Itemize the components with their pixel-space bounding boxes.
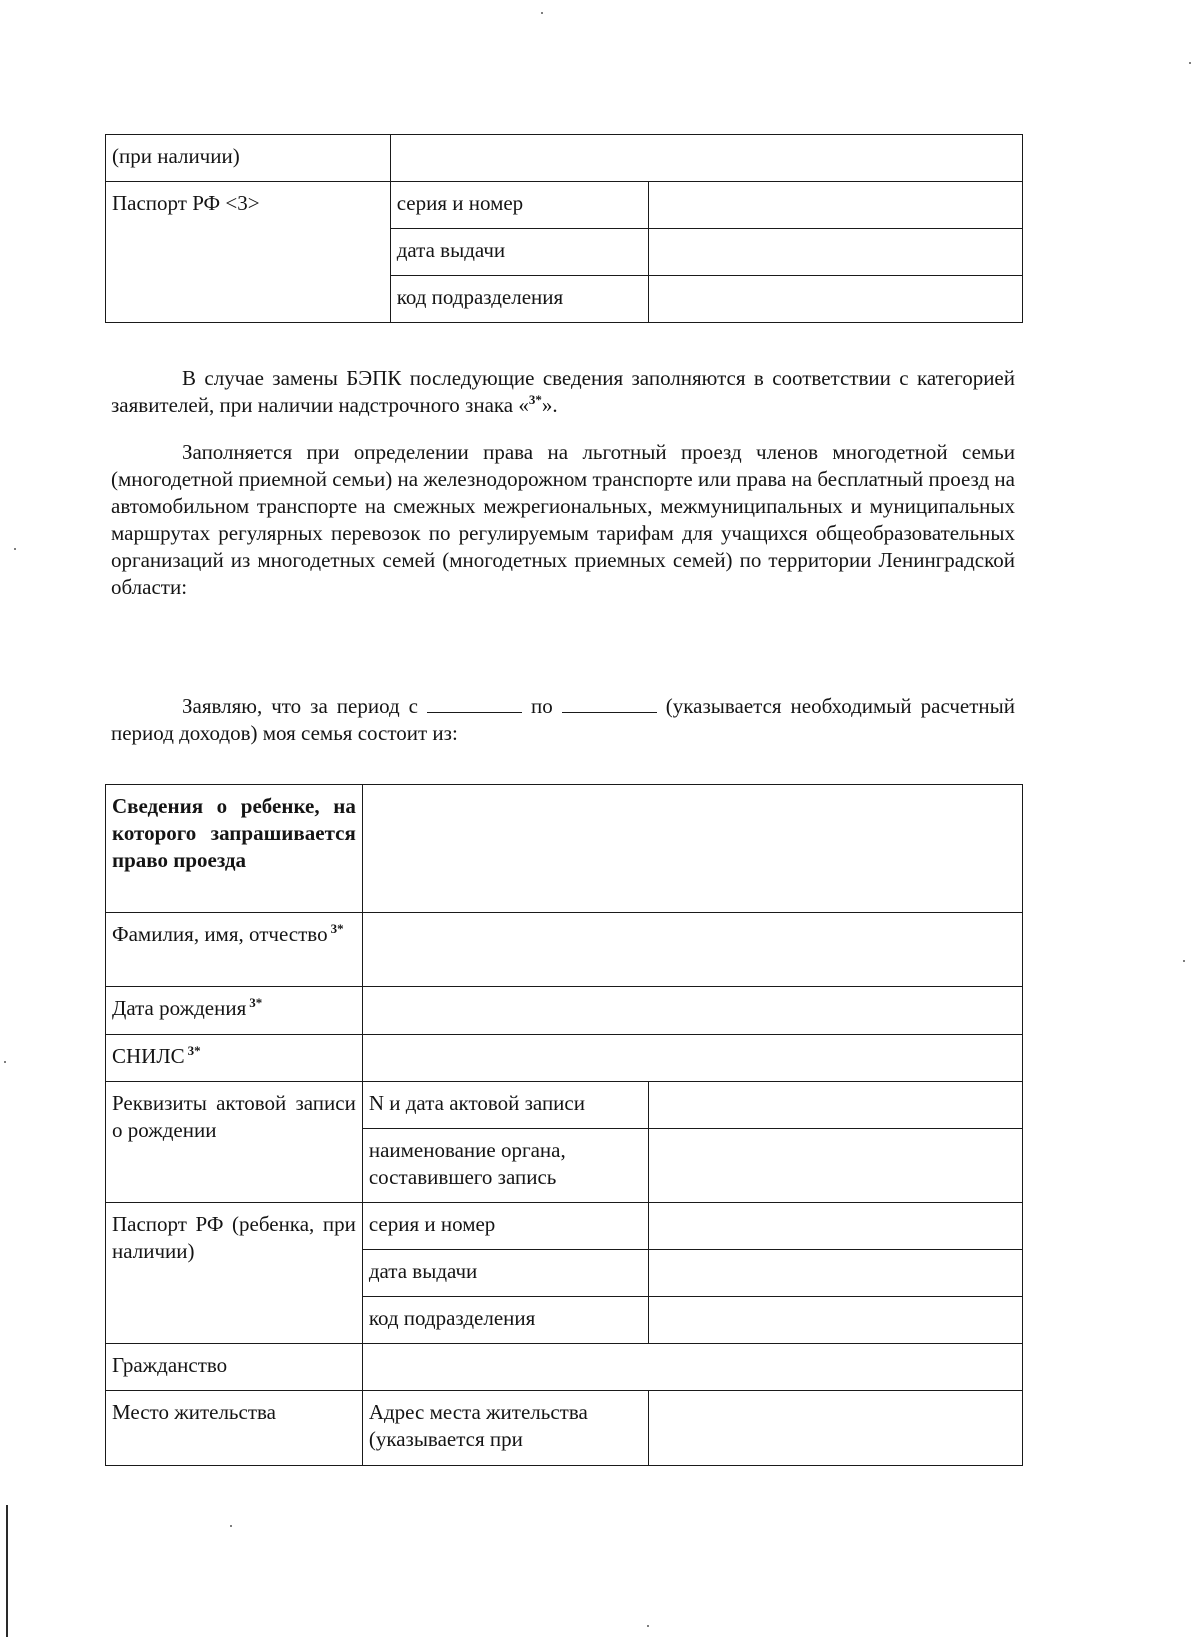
birth-record-label: Реквизиты актовой записи о рождении [106,1082,363,1203]
child-passport-date-value-cell[interactable] [648,1250,1022,1297]
table-row [106,1344,1023,1391]
passport-series-value-cell[interactable] [648,182,1022,229]
child-passport-date-label: дата выдачи [362,1250,648,1297]
record-authority-label: наименование органа, составившего запись [362,1129,648,1203]
table-row [106,987,1023,1035]
child-passport-label: Паспорт РФ (ребенка, при наличии) [106,1203,363,1344]
declaration-text-part3: (указывается необходимый расчетный период доходов) моя семья состоит из: [111,694,1016,745]
residence-label: Место жительства [106,1391,363,1466]
birth-date-label: Дата рождения [112,996,247,1020]
bepk-replacement-paragraph [111,365,1015,419]
superscript-mark: 3* [330,921,344,936]
child-info-header-value-cell[interactable] [362,785,1022,913]
scan-speck [541,12,543,14]
scan-speck [230,1525,232,1527]
scan-speck [647,1625,649,1627]
passport-series-label: серия и номер [390,182,648,229]
full-name-label: Фамилия, имя, отчество [112,922,328,946]
snils-value-cell[interactable] [362,1035,1022,1082]
passport-date-label: дата выдачи [390,229,648,276]
table-row [106,182,1023,229]
table-row [106,1082,1023,1129]
scan-speck [1189,62,1191,64]
table-row [106,913,1023,987]
residence-address-value-cell[interactable] [648,1391,1022,1466]
child-passport-series-value-cell[interactable] [648,1203,1022,1250]
declaration-text-part1: Заявляю, что за период с [182,694,418,718]
superscript-mark: 3* [187,1043,201,1058]
bepk-replacement-text: В случае замены БЭПК последующие сведения заполняются в соответствии с категорией заявителей, при наличии надстрочного знака « [111,366,1015,417]
passport-date-value-cell[interactable] [648,229,1022,276]
scan-edge-line [6,1505,8,1637]
passport-code-label: код подразделения [390,276,648,323]
snils-label-cell [106,1035,363,1082]
birth-date-value-cell[interactable] [362,987,1022,1035]
table-row [106,785,1023,913]
table-row [106,1035,1023,1082]
passport-code-value-cell[interactable] [648,276,1022,323]
full-name-value-cell[interactable] [362,913,1022,987]
citizenship-value-cell[interactable] [362,1344,1022,1391]
period-end-blank[interactable] [562,694,657,713]
superscript-mark: 3* [528,392,542,407]
applicant-passport-table [105,134,1023,323]
superscript-mark: 3* [249,995,263,1010]
birth-date-label-cell [106,987,363,1035]
table-row [106,1391,1023,1466]
record-number-value-cell[interactable] [648,1082,1022,1129]
presence-label: (при наличии) [106,135,391,182]
fill-condition-paragraph: Заполняется при определении права на льготный проезд членов многодетной семьи (многодетной приемной семьи) на железнодорожном транспорте или права на бесплатный проезд на автомобильном транспорте на смежных межрегиональных, межмуниципальных и муниципальных маршрутах регулярных перевозок по регулируемым тарифам для учащихся общеобразовательных организаций из многодетных семей (многодетных приемных семей) по территории Ленинградской области: [111,440,1015,599]
child-info-header: Сведения о ребенке, на которого запрашивается право проезда [106,785,363,913]
declaration-paragraph [111,693,1015,747]
snils-label: СНИЛС [112,1044,185,1068]
bepk-replacement-text-end: ». [541,393,558,417]
citizenship-label: Гражданство [106,1344,363,1391]
table-row [106,1203,1023,1250]
declaration-text-part2: по [531,694,553,718]
residence-address-label: Адрес места жительства (указывается при [362,1391,648,1466]
child-passport-code-label: код подразделения [362,1297,648,1344]
scan-speck [1183,960,1185,962]
passport-label: Паспорт РФ <3> [106,182,391,323]
period-start-blank[interactable] [427,694,522,713]
full-name-label-cell [106,913,363,987]
scan-speck [4,1061,6,1063]
table-row [106,135,1023,182]
record-number-label: N и дата актовой записи [362,1082,648,1129]
scan-speck [14,548,16,550]
record-authority-value-cell[interactable] [648,1129,1022,1203]
child-info-table [105,784,1023,1466]
child-passport-code-value-cell[interactable] [648,1297,1022,1344]
child-passport-series-label: серия и номер [362,1203,648,1250]
presence-value-cell[interactable] [390,135,1022,182]
